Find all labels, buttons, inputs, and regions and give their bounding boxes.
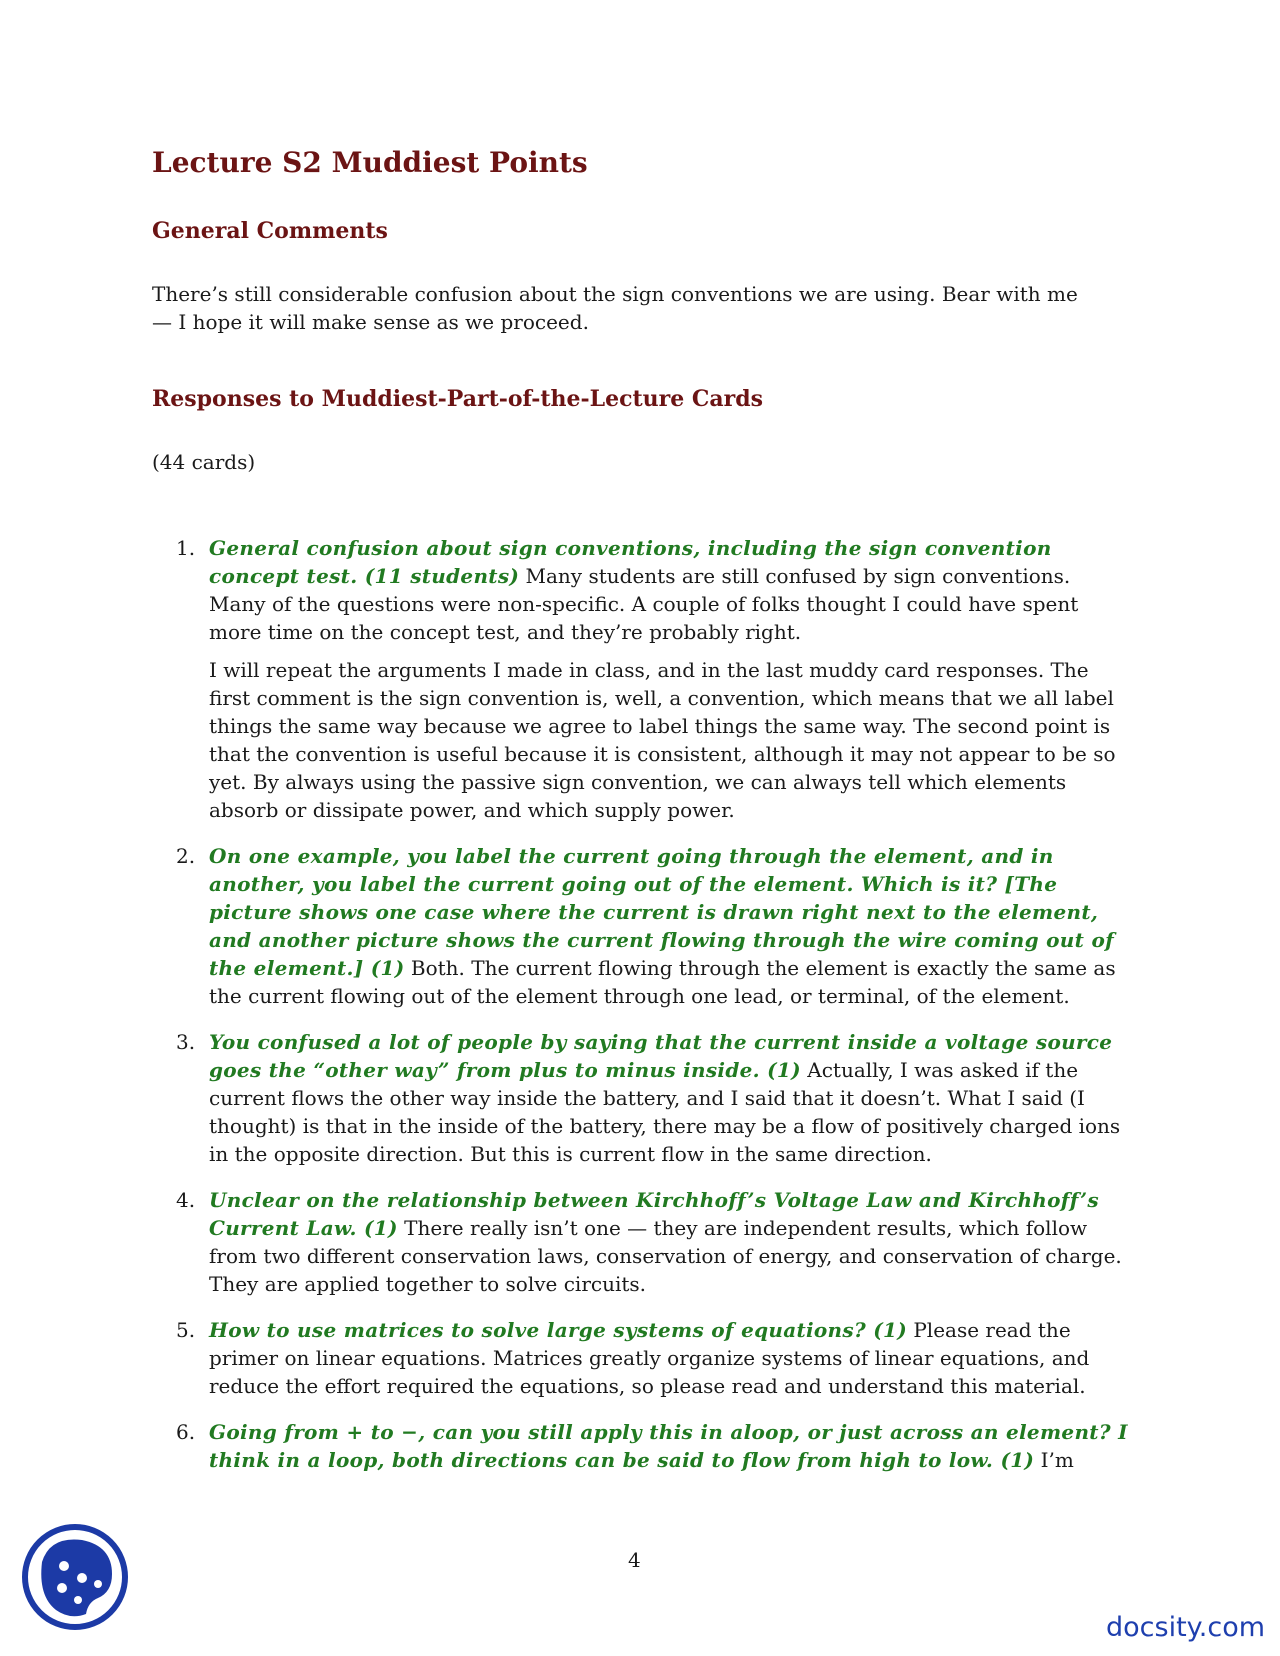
list-item [152, 1186, 1132, 1298]
item-question: Unclear on the relationship between Kirchhoff’s Voltage Law and Kirchhoff’s Current Law. (1) [209, 1188, 1099, 1240]
logo-graphic [20, 1522, 130, 1632]
item-body [209, 1186, 1129, 1298]
item-answer: There really isn’t one — they are independent results, which follow from two different conservation laws, conservation of energy, and conservation of charge. They are applied together to solve circuits. [209, 1216, 1122, 1296]
item-number: 5. [176, 1318, 196, 1342]
item-followup: I will repeat the arguments I made in class, and in the last muddy card responses. The first comment is the sign convention is, well, a convention, which means that we all label things the same way because we agree to label things the same way. The second point is that the convention is useful because it is consistent, although it may not appear to be so yet. By always using the passive sign convention, we can always tell which elements absorb or dissipate power, and which supply power. [209, 658, 1116, 822]
item-question: On one example, you label the current going through the element, and in another, you label the current going out of the element. Which is it? [The picture shows one case where the current is drawn right next to the element, and another picture shows the current flowing through the wire coming out of the element.] (1) [209, 844, 1114, 980]
item-question: General confusion about sign conventions, including the sign convention concept test. (11 students) [209, 536, 1052, 588]
list-item [152, 534, 1132, 824]
response-list [152, 534, 1132, 1492]
item-body [209, 1418, 1129, 1474]
list-item [152, 1028, 1132, 1168]
item-number: 4. [176, 1188, 196, 1212]
list-item [152, 1316, 1132, 1400]
item-body [209, 1316, 1129, 1400]
list-item [152, 1418, 1132, 1474]
item-question: Going from + to −, can you still apply this in aloop, or just across an element? I think in a loop, both directions can be said to flow from high to low. (1) [209, 1420, 1128, 1472]
item-answer: Please read the primer on linear equations. Matrices greatly organize systems of linear equations, and reduce the effort required the equations, so please read and understand this material. [209, 1318, 1090, 1398]
docsity-logo-icon[interactable] [20, 1522, 130, 1632]
document-page [152, 0, 1132, 1656]
item-number: 6. [176, 1420, 196, 1444]
card-count: (44 cards) [152, 450, 256, 474]
item-number: 2. [176, 844, 196, 868]
item-answer: Many students are still confused by sign conventions. Many of the questions were non-specific. A couple of folks thought I could have spent more time on the concept test, and they’re probably right. [209, 564, 1079, 644]
page-number: 4 [628, 1548, 641, 1572]
item-answer: I’m [1040, 1448, 1074, 1472]
page-title: Lecture S2 Muddiest Points [152, 146, 588, 179]
responses-heading: Responses to Muddiest-Part-of-the-Lecture Cards [152, 386, 764, 412]
item-number: 1. [176, 536, 196, 560]
item-body [209, 842, 1129, 1010]
item-question: How to use matrices to solve large systems of equations? (1) [209, 1318, 907, 1342]
general-comments-text: There’s still considerable confusion about the sign conventions we are using. Bear with me — I hope it will make sense as we proceed. [152, 282, 1078, 334]
item-question: You confused a lot of people by saying that the current inside a voltage source goes the “other way” from plus to minus inside. (1) [209, 1030, 1113, 1082]
docsity-watermark[interactable]: docsity.com [1106, 1612, 1266, 1643]
item-answer: Actually, I was asked if the current flows the other way inside the battery, and I said that it doesn’t. What I said (I thought) is that in the inside of the battery, there may be a flow of positively charged ions in the opposite direction. But this is current flow in the same direction. [209, 1058, 1121, 1166]
item-body [209, 1028, 1129, 1168]
item-body [209, 534, 1129, 646]
list-item [152, 842, 1132, 1010]
item-answer: Both. The current flowing through the element is exactly the same as the current flowing out of the element through one lead, or terminal, of the element. [209, 956, 1116, 1008]
general-comments-heading: General Comments [152, 218, 388, 244]
item-number: 3. [176, 1030, 196, 1054]
